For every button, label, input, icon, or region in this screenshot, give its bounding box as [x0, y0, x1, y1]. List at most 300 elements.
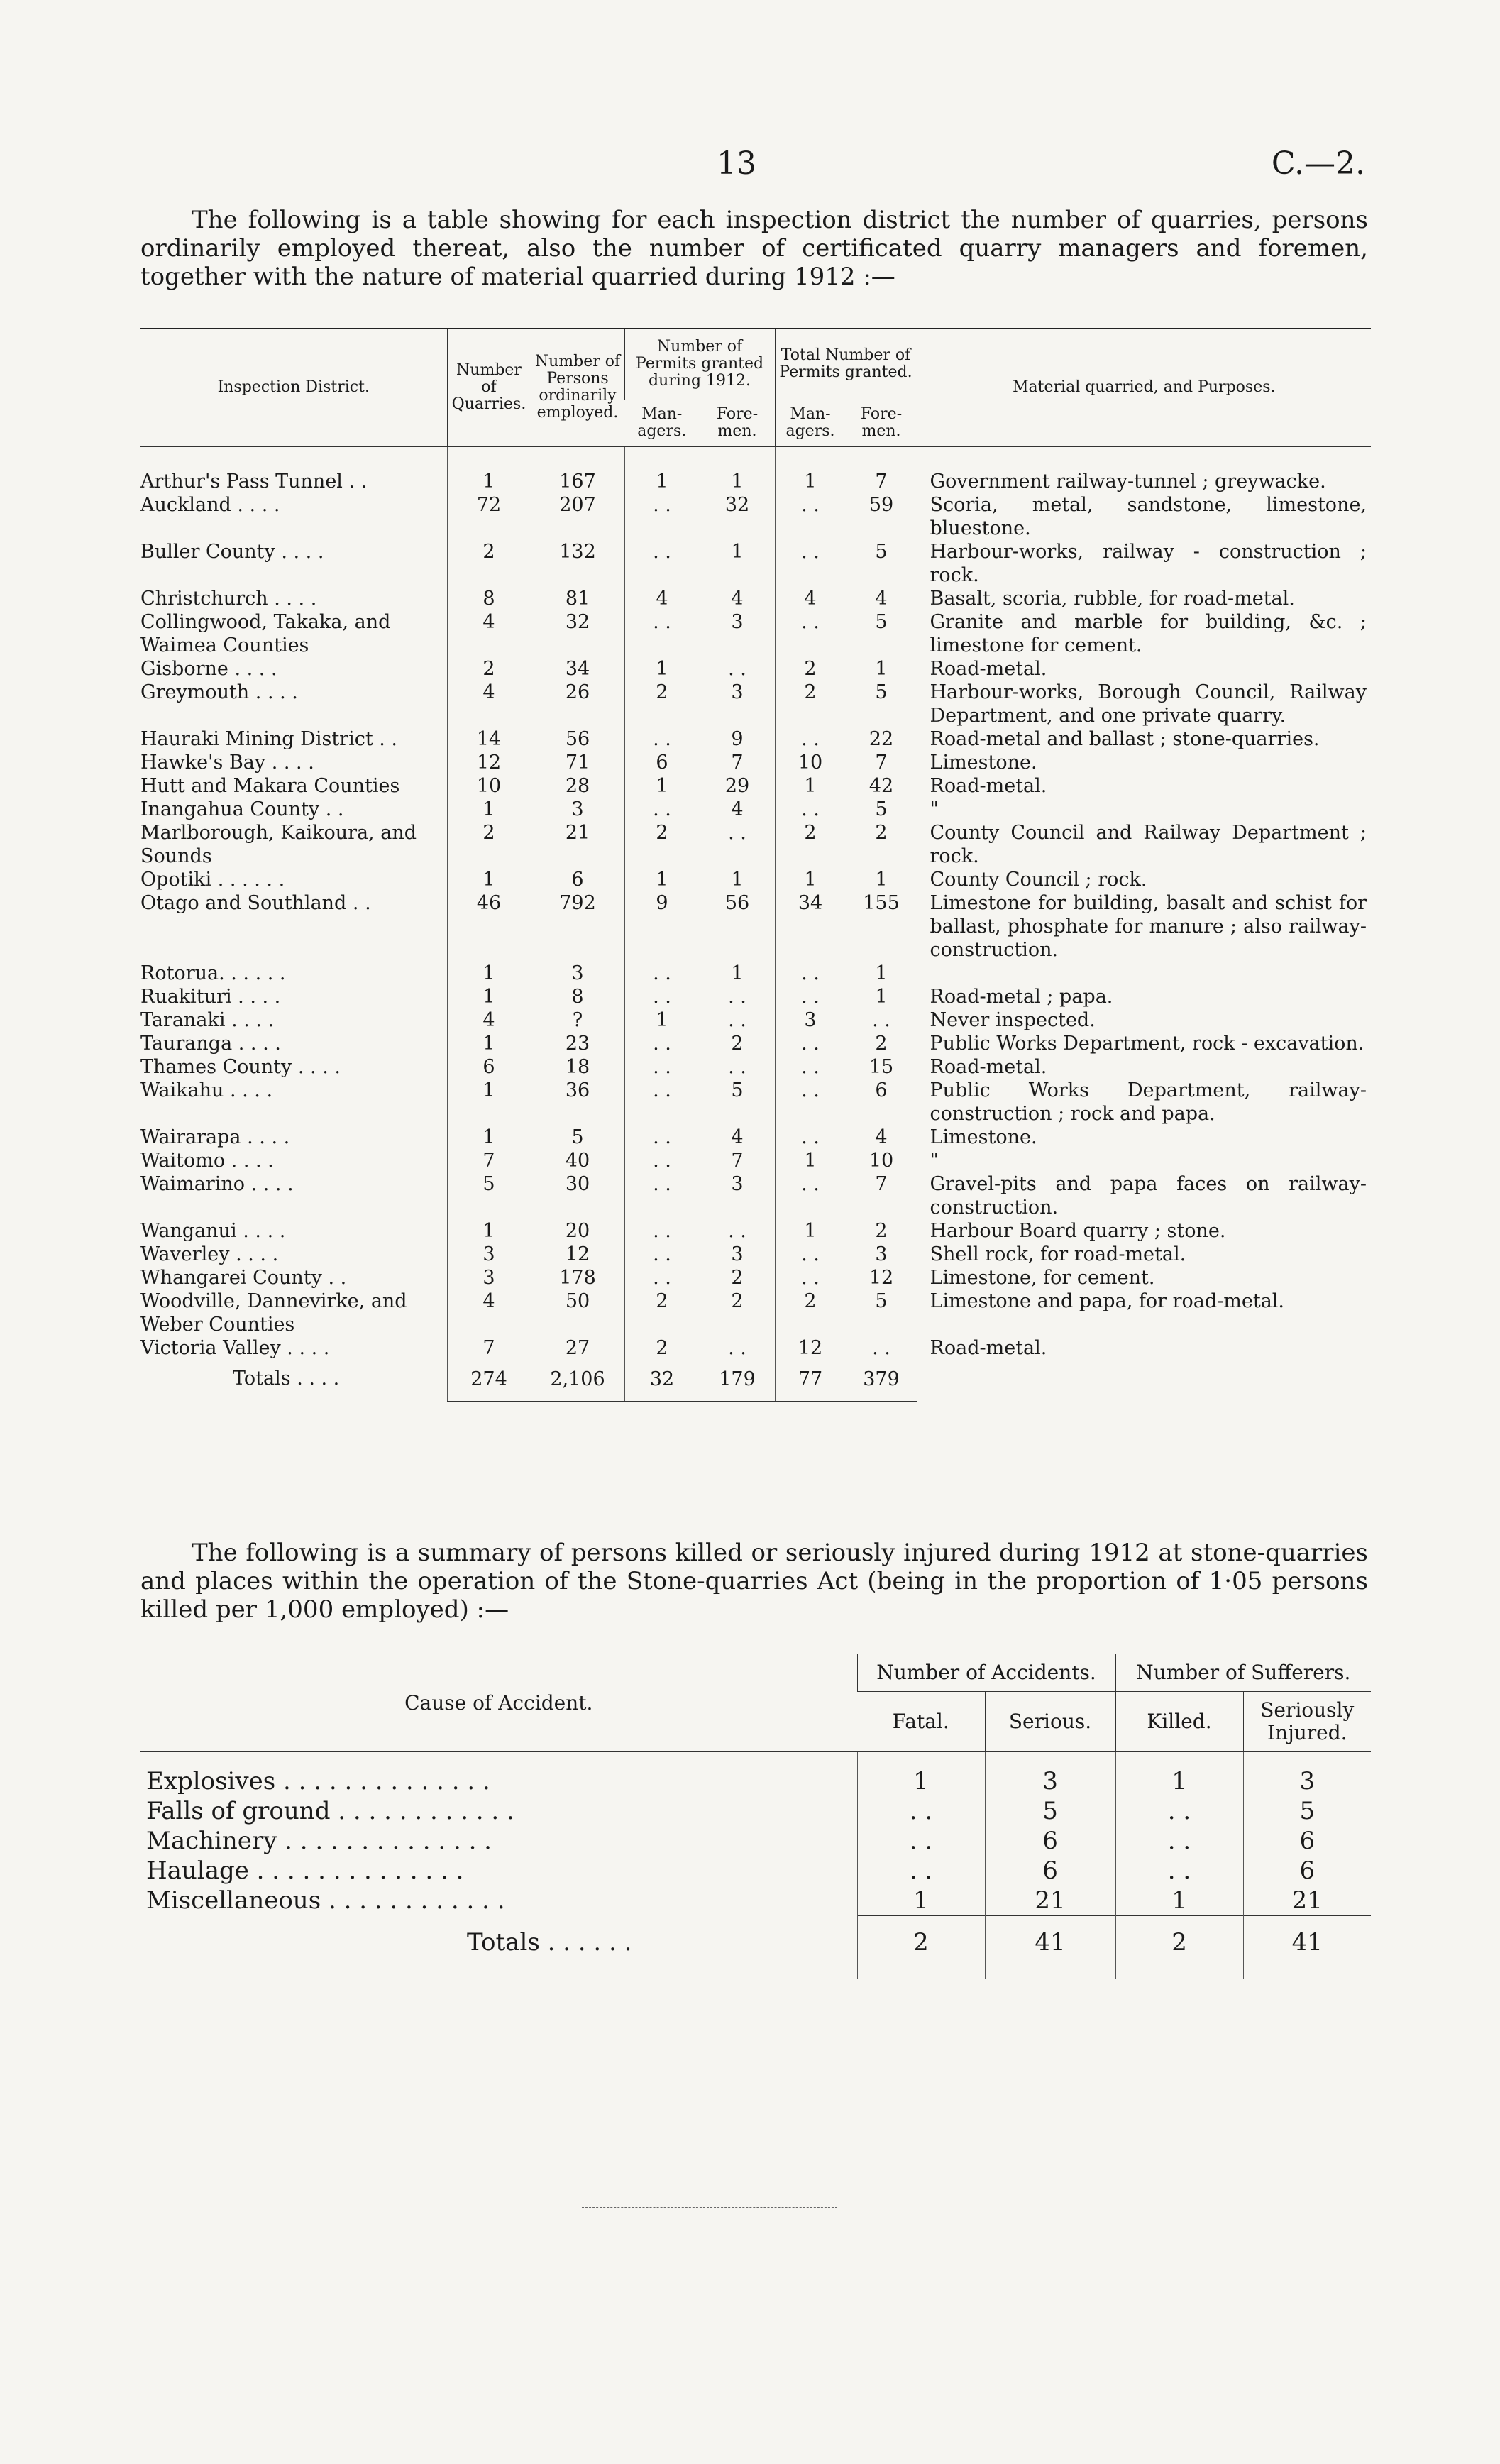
material-quarried: Basalt, scoria, rubble, for road-metal.	[917, 587, 1371, 610]
persons-count: 50	[531, 1289, 624, 1336]
table-row	[140, 446, 1371, 493]
managers-1912: 2	[624, 1336, 700, 1360]
total-foremen: 379	[846, 1360, 917, 1401]
persons-count: 23	[531, 1032, 624, 1055]
persons-count: 207	[531, 493, 624, 540]
foremen-total: 59	[846, 493, 917, 540]
table-row	[140, 681, 1371, 727]
district-name: Woodville, Dannevirke, and Weber Counties	[140, 1289, 407, 1336]
persons-count: 34	[531, 657, 624, 681]
table-row	[140, 1149, 1371, 1172]
header-sufferers: Number of Sufferers.	[1115, 1654, 1371, 1692]
table-row	[140, 1126, 1371, 1149]
quarries-count: 10	[447, 774, 531, 798]
persons-count: 6	[531, 868, 624, 891]
managers-1912: 2	[624, 681, 700, 727]
table-row	[140, 1172, 1371, 1219]
foremen-total: 3	[846, 1243, 917, 1266]
district-name: Tauranga . . . .	[140, 1032, 281, 1055]
persons-count: 3	[531, 798, 624, 821]
quarries-count: 6	[447, 1055, 531, 1079]
managers-total: . .	[775, 1079, 846, 1126]
foremen-total: 5	[846, 610, 917, 657]
persons-count: 8	[531, 985, 624, 1008]
foremen-total: 4	[846, 1126, 917, 1149]
page-number: 13	[717, 145, 756, 182]
material-quarried	[917, 962, 1371, 985]
total-managers: 77	[775, 1360, 846, 1401]
material-quarried: Public Works Department, railway-construction ; rock and papa.	[917, 1079, 1371, 1126]
table-row	[140, 1886, 1371, 1916]
material-quarried: Limestone and papa, for road-metal.	[917, 1289, 1371, 1336]
persons-count: 21	[531, 821, 624, 868]
material-quarried: Shell rock, for road-metal.	[917, 1243, 1371, 1266]
managers-total: 2	[775, 657, 846, 681]
totals-row	[140, 1360, 1371, 1401]
table-row	[140, 727, 1371, 751]
managers-total: . .	[775, 1266, 846, 1289]
managers-1912: . .	[624, 1266, 700, 1289]
serious-count: 5	[985, 1796, 1115, 1826]
totals-material-blank	[917, 1360, 1371, 1401]
fatal-count: . .	[857, 1856, 985, 1886]
header-permits-1912: Number of Permits granted during 1912.	[624, 329, 775, 400]
accidents-intro	[140, 1539, 1368, 1624]
managers-total: . .	[775, 1032, 846, 1055]
district-name: Christchurch . . . .	[140, 587, 317, 610]
foremen-total: 15	[846, 1055, 917, 1079]
material-quarried: "	[917, 1149, 1371, 1172]
killed-count: 1	[1115, 1752, 1243, 1797]
table-row	[140, 1008, 1371, 1032]
material-quarried: Limestone for building, basalt and schist for ballast, phosphate for manure ; also railway-construction.	[917, 891, 1371, 962]
district-name: Otago and Southland . .	[140, 891, 371, 914]
managers-total: 2	[775, 681, 846, 727]
foremen-total: 7	[846, 751, 917, 774]
district-name: Inangahua County . .	[140, 798, 344, 820]
material-quarried: Never inspected.	[917, 1008, 1371, 1032]
foremen-1912: . .	[700, 657, 775, 681]
quarries-count: 72	[447, 493, 531, 540]
foremen-1912: 7	[700, 751, 775, 774]
table-row	[140, 657, 1371, 681]
managers-1912: . .	[624, 493, 700, 540]
table-row	[140, 1032, 1371, 1055]
material-quarried: Limestone.	[917, 1126, 1371, 1149]
persons-count: 40	[531, 1149, 624, 1172]
managers-1912: . .	[624, 798, 700, 821]
persons-count: 30	[531, 1172, 624, 1219]
managers-total: 1	[775, 1149, 846, 1172]
managers-total: 2	[775, 1289, 846, 1336]
foremen-1912: 5	[700, 1079, 775, 1126]
total-fatal: 2	[857, 1916, 985, 1979]
material-quarried: Harbour-works, Borough Council, Railway Department, and one private quarry.	[917, 681, 1371, 727]
table-row	[140, 821, 1371, 868]
header-cause: Cause of Accident.	[140, 1654, 857, 1752]
fatal-count: . .	[857, 1796, 985, 1826]
serious-count: 21	[985, 1886, 1115, 1916]
persons-count: 178	[531, 1266, 624, 1289]
managers-1912: 4	[624, 587, 700, 610]
quarries-count: 1	[447, 1126, 531, 1149]
managers-total: . .	[775, 1055, 846, 1079]
material-quarried: Road-metal and ballast ; stone-quarries.	[917, 727, 1371, 751]
persons-count: 132	[531, 540, 624, 587]
managers-total: 10	[775, 751, 846, 774]
foremen-total: 1	[846, 657, 917, 681]
header-foremen-total: Fore-men.	[846, 400, 917, 446]
quarries-count: 8	[447, 587, 531, 610]
managers-1912: . .	[624, 1172, 700, 1219]
foremen-total: 4	[846, 587, 917, 610]
accidents-table	[140, 1654, 1371, 1979]
managers-1912: . .	[624, 985, 700, 1008]
header-serious: Serious.	[985, 1692, 1115, 1752]
managers-total: . .	[775, 962, 846, 985]
foremen-1912: . .	[700, 985, 775, 1008]
material-quarried: Scoria, metal, sandstone, limestone, bluestone.	[917, 493, 1371, 540]
injured-count: 6	[1243, 1826, 1371, 1856]
district-name: Hutt and Makara Counties	[140, 774, 400, 797]
foremen-1912: 3	[700, 681, 775, 727]
managers-1912: 1	[624, 774, 700, 798]
foremen-1912: . .	[700, 1008, 775, 1032]
quarries-intro-text: The following is a table showing for each inspection district the number of quarries, persons ordinarily employed thereat, also the number of certificated quarry managers and foremen, together with the nature of material quarried during 1912 :—	[140, 206, 1368, 291]
injured-count: 3	[1243, 1752, 1371, 1797]
foremen-total: 1	[846, 985, 917, 1008]
district-name: Greymouth . . . .	[140, 681, 298, 703]
managers-1912: . .	[624, 1032, 700, 1055]
table-row	[140, 540, 1371, 587]
document-reference: C.—2.	[1271, 145, 1365, 182]
foremen-total: 1	[846, 962, 917, 985]
table-row	[140, 868, 1371, 891]
quarries-count: 4	[447, 610, 531, 657]
header-quarries: Number of Quarries.	[447, 329, 531, 446]
table-row	[140, 1796, 1371, 1826]
managers-total: 1	[775, 446, 846, 493]
foremen-total: 5	[846, 681, 917, 727]
district-name: Wairarapa . . . .	[140, 1126, 290, 1148]
district-name: Arthur's Pass Tunnel . .	[140, 470, 368, 493]
persons-count: 792	[531, 891, 624, 962]
accident-cause: Machinery . . . . . . . . . . . . . .	[146, 1827, 492, 1855]
persons-count: 3	[531, 962, 624, 985]
district-name: Auckland . . . .	[140, 493, 280, 516]
total-foremen-1912: 179	[700, 1360, 775, 1401]
quarries-table	[140, 328, 1371, 1402]
table-row	[140, 493, 1371, 540]
managers-total: 1	[775, 868, 846, 891]
foremen-1912: 2	[700, 1289, 775, 1336]
foremen-total: 7	[846, 446, 917, 493]
material-quarried: "	[917, 798, 1371, 821]
persons-count: 26	[531, 681, 624, 727]
table-row	[140, 1243, 1371, 1266]
managers-1912: . .	[624, 727, 700, 751]
quarries-count: 5	[447, 1172, 531, 1219]
foremen-total: 2	[846, 1219, 917, 1243]
foremen-1912: . .	[700, 1219, 775, 1243]
material-quarried: Road-metal.	[917, 657, 1371, 681]
table-row	[140, 891, 1371, 962]
fatal-count: . .	[857, 1826, 985, 1856]
material-quarried: Limestone.	[917, 751, 1371, 774]
table-row	[140, 610, 1371, 657]
total-managers-1912: 32	[624, 1360, 700, 1401]
quarries-count: 2	[447, 540, 531, 587]
injured-count: 6	[1243, 1856, 1371, 1886]
foremen-total: 6	[846, 1079, 917, 1126]
managers-1912: . .	[624, 1055, 700, 1079]
managers-total: . .	[775, 493, 846, 540]
managers-total: . .	[775, 610, 846, 657]
foremen-total: 22	[846, 727, 917, 751]
managers-total: . .	[775, 727, 846, 751]
material-quarried: Road-metal ; papa.	[917, 985, 1371, 1008]
persons-count: 12	[531, 1243, 624, 1266]
foremen-total: 155	[846, 891, 917, 962]
persons-count: 28	[531, 774, 624, 798]
managers-1912: 2	[624, 1289, 700, 1336]
foremen-total: 42	[846, 774, 917, 798]
managers-total: 1	[775, 774, 846, 798]
persons-count: 81	[531, 587, 624, 610]
material-quarried: County Council ; rock.	[917, 868, 1371, 891]
foremen-total: 1	[846, 868, 917, 891]
managers-1912: . .	[624, 1079, 700, 1126]
header-foremen-1912: Fore-men.	[700, 400, 775, 446]
managers-1912: 1	[624, 446, 700, 493]
killed-count: 1	[1115, 1886, 1243, 1916]
foremen-1912: 32	[700, 493, 775, 540]
foremen-1912: 1	[700, 446, 775, 493]
quarries-count: 1	[447, 962, 531, 985]
total-serious: 41	[985, 1916, 1115, 1979]
district-name: Rotorua. . . . . .	[140, 962, 286, 984]
quarries-count: 1	[447, 985, 531, 1008]
table-row	[140, 1289, 1371, 1336]
quarries-count: 1	[447, 1079, 531, 1126]
material-quarried: Public Works Department, rock - excavation.	[917, 1032, 1371, 1055]
quarries-count: 1	[447, 1032, 531, 1055]
end-divider	[582, 2207, 837, 2208]
foremen-1912: 56	[700, 891, 775, 962]
foremen-1912: 2	[700, 1032, 775, 1055]
district-name: Hauraki Mining District . .	[140, 727, 398, 750]
quarries-count: 46	[447, 891, 531, 962]
table-row	[140, 587, 1371, 610]
totals-row	[140, 1916, 1371, 1979]
foremen-total: 5	[846, 798, 917, 821]
header-killed: Killed.	[1115, 1692, 1243, 1752]
foremen-total: 2	[846, 1032, 917, 1055]
persons-count: 167	[531, 446, 624, 493]
managers-1912: . .	[624, 962, 700, 985]
foremen-total: 5	[846, 1289, 917, 1336]
quarries-count: 1	[447, 798, 531, 821]
accidents-intro-text: The following is a summary of persons killed or seriously injured during 1912 at stone-quarries and places within the operation of the Stone-quarries Act (being in the proportion of 1·05 persons killed per 1,000 employed) :—	[140, 1539, 1368, 1624]
foremen-1912: 4	[700, 1126, 775, 1149]
header-fatal: Fatal.	[857, 1692, 985, 1752]
district-name: Ruakituri . . . .	[140, 985, 281, 1008]
district-name: Waverley . . . .	[140, 1243, 279, 1265]
persons-count: 20	[531, 1219, 624, 1243]
managers-total: 2	[775, 821, 846, 868]
managers-total: . .	[775, 1243, 846, 1266]
table-row	[140, 962, 1371, 985]
district-name: Buller County . . . .	[140, 540, 324, 563]
header-material: Material quarried, and Purposes.	[917, 329, 1371, 446]
quarries-count: 3	[447, 1243, 531, 1266]
material-quarried: Gravel-pits and papa faces on railway-construction.	[917, 1172, 1371, 1219]
managers-total: 12	[775, 1336, 846, 1360]
foremen-1912: . .	[700, 1055, 775, 1079]
foremen-total: 2	[846, 821, 917, 868]
table-row	[140, 985, 1371, 1008]
material-quarried: Road-metal.	[917, 1055, 1371, 1079]
foremen-1912: 29	[700, 774, 775, 798]
header-district: Inspection District.	[140, 329, 447, 446]
material-quarried: Limestone, for cement.	[917, 1266, 1371, 1289]
managers-1912: . .	[624, 1243, 700, 1266]
foremen-1912: 4	[700, 587, 775, 610]
district-name: Whangarei County . .	[140, 1266, 347, 1289]
header-managers-total: Man-agers.	[775, 400, 846, 446]
material-quarried: Harbour Board quarry ; stone.	[917, 1219, 1371, 1243]
persons-count: 32	[531, 610, 624, 657]
quarries-count: 7	[447, 1336, 531, 1360]
quarries-count: 4	[447, 1008, 531, 1032]
foremen-1912: . .	[700, 821, 775, 868]
table-row	[140, 751, 1371, 774]
accident-cause: Explosives . . . . . . . . . . . . . .	[146, 1767, 490, 1795]
managers-total: 34	[775, 891, 846, 962]
district-name: Collingwood, Takaka, and Waimea Counties	[140, 610, 391, 656]
quarries-count: 4	[447, 1289, 531, 1336]
serious-count: 3	[985, 1752, 1115, 1797]
total-persons: 2,106	[531, 1360, 624, 1401]
district-name: Victoria Valley . . . .	[140, 1336, 330, 1359]
foremen-1912: 7	[700, 1149, 775, 1172]
material-quarried: Road-metal.	[917, 774, 1371, 798]
total-killed: 2	[1115, 1916, 1243, 1979]
quarries-count: 2	[447, 657, 531, 681]
injured-count: 5	[1243, 1796, 1371, 1826]
material-quarried: Government railway-tunnel ; greywacke.	[917, 446, 1371, 493]
foremen-1912: 2	[700, 1266, 775, 1289]
quarries-count: 3	[447, 1266, 531, 1289]
foremen-1912: 3	[700, 1172, 775, 1219]
foremen-1912: 9	[700, 727, 775, 751]
managers-1912: 1	[624, 1008, 700, 1032]
foremen-total: 12	[846, 1266, 917, 1289]
foremen-1912: 1	[700, 962, 775, 985]
persons-count: 36	[531, 1079, 624, 1126]
foremen-total: . .	[846, 1336, 917, 1360]
foremen-total: . .	[846, 1008, 917, 1032]
table-row	[140, 1266, 1371, 1289]
header-seriously-injured: Seriously Injured.	[1243, 1692, 1371, 1752]
persons-count: ?	[531, 1008, 624, 1032]
foremen-total: 10	[846, 1149, 917, 1172]
serious-count: 6	[985, 1856, 1115, 1886]
table-row	[140, 1856, 1371, 1886]
managers-total: . .	[775, 540, 846, 587]
material-quarried: Road-metal.	[917, 1336, 1371, 1360]
foremen-1912: 1	[700, 540, 775, 587]
total-injured: 41	[1243, 1916, 1371, 1979]
foremen-1912: 3	[700, 610, 775, 657]
managers-1912: 1	[624, 868, 700, 891]
table-row	[140, 774, 1371, 798]
managers-1912: . .	[624, 1149, 700, 1172]
table-row	[140, 1336, 1371, 1360]
material-quarried: County Council and Railway Department ; rock.	[917, 821, 1371, 868]
header-permits-total: Total Number of Permits granted.	[775, 329, 917, 400]
managers-total: . .	[775, 1126, 846, 1149]
table-row	[140, 1055, 1371, 1079]
totals-label: Totals . . . . . .	[467, 1927, 632, 1957]
managers-total: 3	[775, 1008, 846, 1032]
killed-count: . .	[1115, 1856, 1243, 1886]
quarries-count: 1	[447, 446, 531, 493]
accident-cause: Haulage . . . . . . . . . . . . . .	[146, 1857, 464, 1885]
district-name: Hawke's Bay . . . .	[140, 751, 314, 774]
material-quarried: Granite and marble for building, &c. ; limestone for cement.	[917, 610, 1371, 657]
managers-total: . .	[775, 798, 846, 821]
fatal-count: 1	[857, 1886, 985, 1916]
quarries-count: 2	[447, 821, 531, 868]
foremen-total: 7	[846, 1172, 917, 1219]
header-persons: Number of Persons ordinarily employed.	[531, 329, 624, 446]
managers-total: 1	[775, 1219, 846, 1243]
district-name: Opotiki . . . . . .	[140, 868, 285, 891]
foremen-1912: . .	[700, 1336, 775, 1360]
fatal-count: 1	[857, 1752, 985, 1797]
serious-count: 6	[985, 1826, 1115, 1856]
quarries-count: 7	[447, 1149, 531, 1172]
persons-count: 56	[531, 727, 624, 751]
quarries-count: 1	[447, 868, 531, 891]
total-quarries: 274	[447, 1360, 531, 1401]
managers-1912: 2	[624, 821, 700, 868]
quarries-count: 14	[447, 727, 531, 751]
table-row	[140, 1752, 1371, 1797]
foremen-total: 5	[846, 540, 917, 587]
persons-count: 5	[531, 1126, 624, 1149]
district-name: Marlborough, Kaikoura, and Sounds	[140, 821, 417, 867]
managers-1912: . .	[624, 1219, 700, 1243]
persons-count: 27	[531, 1336, 624, 1360]
district-name: Gisborne . . . .	[140, 657, 277, 680]
managers-1912: . .	[624, 1126, 700, 1149]
quarries-count: 4	[447, 681, 531, 727]
foremen-1912: 1	[700, 868, 775, 891]
managers-1912: 9	[624, 891, 700, 962]
quarries-count: 12	[447, 751, 531, 774]
quarries-intro	[140, 206, 1368, 291]
totals-label: Totals . . . .	[233, 1368, 340, 1390]
managers-1912: . .	[624, 610, 700, 657]
accident-cause: Miscellaneous . . . . . . . . . . . .	[146, 1886, 505, 1915]
district-name: Waikahu . . . .	[140, 1079, 273, 1101]
table-row	[140, 1079, 1371, 1126]
managers-total: . .	[775, 1172, 846, 1219]
table-row	[140, 1826, 1371, 1856]
managers-1912: . .	[624, 540, 700, 587]
